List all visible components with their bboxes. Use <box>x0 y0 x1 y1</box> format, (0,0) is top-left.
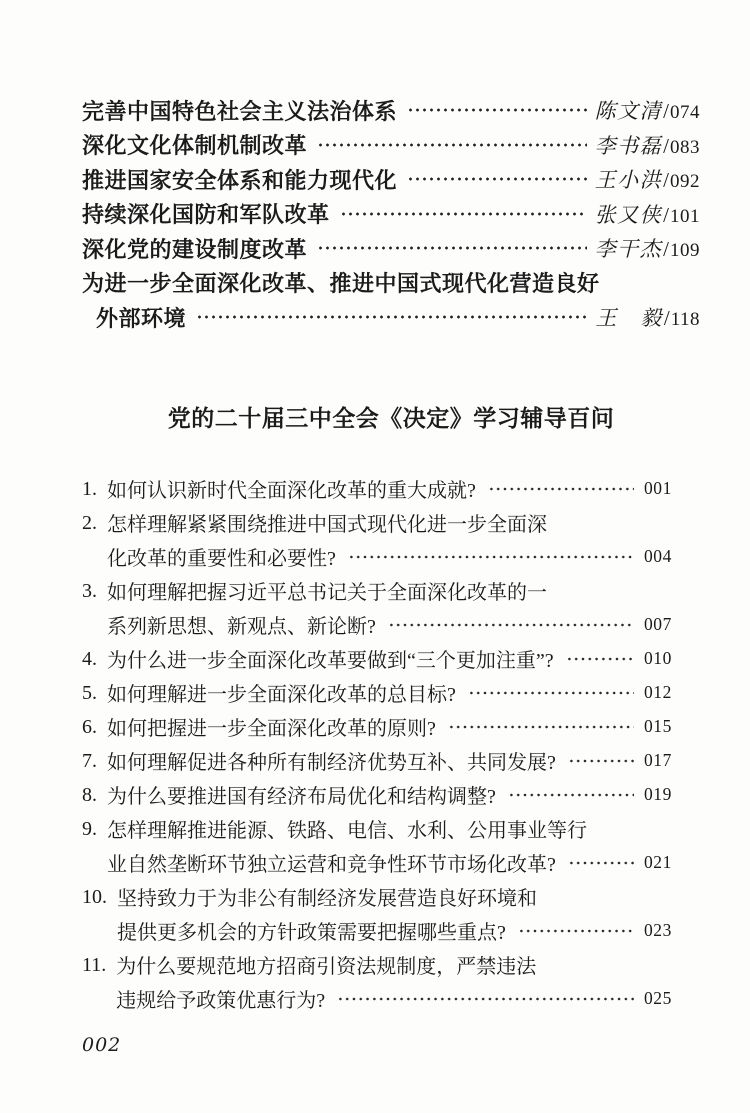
question-number: 11. <box>82 953 107 976</box>
question-item <box>82 574 672 642</box>
dot-leader <box>337 990 634 1008</box>
question-number: 4. <box>82 647 97 670</box>
question-page: 004 <box>643 546 672 566</box>
toc-entry-ref <box>595 199 700 229</box>
toc-entry-ref <box>595 130 700 160</box>
question-body <box>116 948 672 1016</box>
question-list <box>82 472 700 1016</box>
dot-leader <box>388 616 634 634</box>
question-text-line2: 提供更多机会的方针政策需要把握哪些重点? <box>117 922 506 944</box>
question-page: 023 <box>643 920 672 940</box>
toc-entry-page: 101 <box>670 205 700 227</box>
question-page: 010 <box>643 648 672 668</box>
question-page: 007 <box>643 614 672 634</box>
toc-entry-title: 完善中国特色社会主义法治体系 <box>82 98 398 124</box>
toc-entry-page: 118 <box>670 309 700 331</box>
question-page: 001 <box>643 478 672 498</box>
dot-leader <box>340 205 587 223</box>
dot-leader <box>317 239 587 257</box>
question-body <box>107 506 672 574</box>
toc-entry-ref <box>595 95 700 125</box>
question-text-line1: 怎样理解推进能源、铁路、电信、水利、公用事业等行 <box>107 820 587 842</box>
page-separator: / <box>663 202 669 227</box>
question-body <box>107 710 672 744</box>
toc-entry-title-line2: 外部环境 <box>96 305 187 331</box>
question-body <box>107 676 672 710</box>
question-number: 8. <box>82 783 97 806</box>
toc-entry-title-line1: 为进一步全面深化改革、推进中国式现代化营造良好 <box>82 271 600 297</box>
question-text: 如何把握进一步全面深化改革的原则? <box>107 718 436 740</box>
question-body <box>107 778 672 812</box>
toc-author-section <box>82 93 700 335</box>
question-page: 017 <box>643 750 672 770</box>
question-item <box>82 506 672 574</box>
toc-entry-title: 深化文化体制机制改革 <box>82 133 308 159</box>
toc-entry-author: 王 毅 <box>595 306 663 331</box>
question-item <box>82 812 672 880</box>
question-page: 015 <box>643 716 672 736</box>
toc-entry-continuation <box>82 300 700 335</box>
question-body <box>107 812 672 880</box>
dot-leader <box>518 922 634 940</box>
page-separator: / <box>663 237 669 262</box>
toc-entry-author: 李书磊 <box>594 133 663 158</box>
question-text: 如何理解进一步全面深化改革的总目标? <box>107 684 456 706</box>
question-text: 为什么进一步全面深化改革要做到“三个更加注重”? <box>107 650 554 672</box>
question-text-line2: 违规给予政策优惠行为? <box>116 990 326 1012</box>
toc-entry-author: 陈文清 <box>594 99 663 124</box>
dot-leader <box>348 548 634 566</box>
question-page: 019 <box>643 784 672 804</box>
toc-entry-page: 092 <box>670 171 700 193</box>
toc-entry <box>82 93 700 128</box>
question-item <box>82 778 672 812</box>
dot-leader <box>407 170 587 188</box>
question-text-line1: 如何理解把握习近平总书记关于全面深化改革的一 <box>107 582 547 604</box>
question-number: 1. <box>82 477 97 500</box>
toc-entry-ref <box>595 233 700 263</box>
dot-leader <box>468 684 634 702</box>
toc-entry-title: 深化党的建设制度改革 <box>82 236 308 262</box>
question-item <box>82 642 672 676</box>
question-body <box>107 744 672 778</box>
dot-leader <box>488 480 634 498</box>
question-number: 3. <box>82 579 97 602</box>
toc-entry-title: 持续深化国防和军队改革 <box>82 202 330 228</box>
dot-leader <box>566 650 634 668</box>
question-text-line1: 怎样理解紧紧围绕推进中国式现代化进一步全面深 <box>107 514 547 536</box>
toc-entry <box>82 162 700 197</box>
question-text-line2: 化改革的重要性和必要性? <box>107 548 336 570</box>
question-body <box>117 880 672 948</box>
toc-entry-page: 074 <box>670 102 700 124</box>
question-text-line2: 业自然垄断环节独立运营和竞争性环节市场化改革? <box>107 854 556 876</box>
dot-leader <box>568 854 634 872</box>
toc-entry-title: 推进国家安全体系和能力现代化 <box>82 167 398 193</box>
toc-entry-page: 083 <box>670 136 700 158</box>
toc-entry <box>82 266 700 301</box>
question-item <box>82 710 672 744</box>
page-separator: / <box>663 306 670 331</box>
toc-entry <box>82 197 700 232</box>
question-page: 025 <box>643 988 672 1008</box>
question-text-line1: 坚持致力于为非公有制经济发展营造良好环境和 <box>117 888 537 910</box>
question-item <box>82 676 672 710</box>
question-number: 7. <box>82 749 97 772</box>
dot-leader <box>196 308 587 326</box>
toc-entry <box>82 231 700 266</box>
folio-page-number: 002 <box>82 1034 122 1056</box>
question-body <box>107 642 672 676</box>
question-item <box>82 948 672 1016</box>
dot-leader <box>508 786 634 804</box>
question-body <box>107 472 672 506</box>
question-item <box>82 744 672 778</box>
question-text: 为什么要推进国有经济布局优化和结构调整? <box>107 786 496 808</box>
question-page: 021 <box>643 852 672 872</box>
toc-entry <box>82 128 700 163</box>
section-heading: 党的二十届三中全会《决定》学习辅导百问 <box>167 404 615 431</box>
toc-entry-author: 李干杰 <box>594 237 663 262</box>
question-text: 如何理解促进各种所有制经济优势互补、共同发展? <box>107 752 556 774</box>
question-text-line1: 为什么要规范地方招商引资法规制度，严禁违法 <box>116 956 537 978</box>
question-number: 9. <box>82 817 97 840</box>
question-text: 如何认识新时代全面深化改革的重大成就? <box>107 480 476 502</box>
dot-leader <box>317 136 587 154</box>
question-number: 2. <box>82 511 97 534</box>
page-separator: / <box>663 99 669 124</box>
page-separator: / <box>663 133 669 158</box>
toc-entry-ref <box>595 164 700 194</box>
question-body <box>107 574 672 642</box>
question-number: 10. <box>82 885 107 908</box>
dot-leader <box>568 752 634 770</box>
toc-entry-author: 王小洪 <box>594 168 663 193</box>
question-page: 012 <box>643 682 672 702</box>
toc-entry-ref <box>595 302 700 332</box>
question-number: 6. <box>82 715 97 738</box>
page-separator: / <box>663 168 669 193</box>
toc-entry-page: 109 <box>670 240 700 262</box>
question-item <box>82 880 672 948</box>
dot-leader <box>407 101 587 119</box>
question-item <box>82 472 672 506</box>
dot-leader <box>448 718 634 736</box>
question-number: 5. <box>82 681 97 704</box>
toc-entry-author: 张又侠 <box>594 202 663 227</box>
question-text-line2: 系列新思想、新观点、新论断? <box>107 616 376 638</box>
